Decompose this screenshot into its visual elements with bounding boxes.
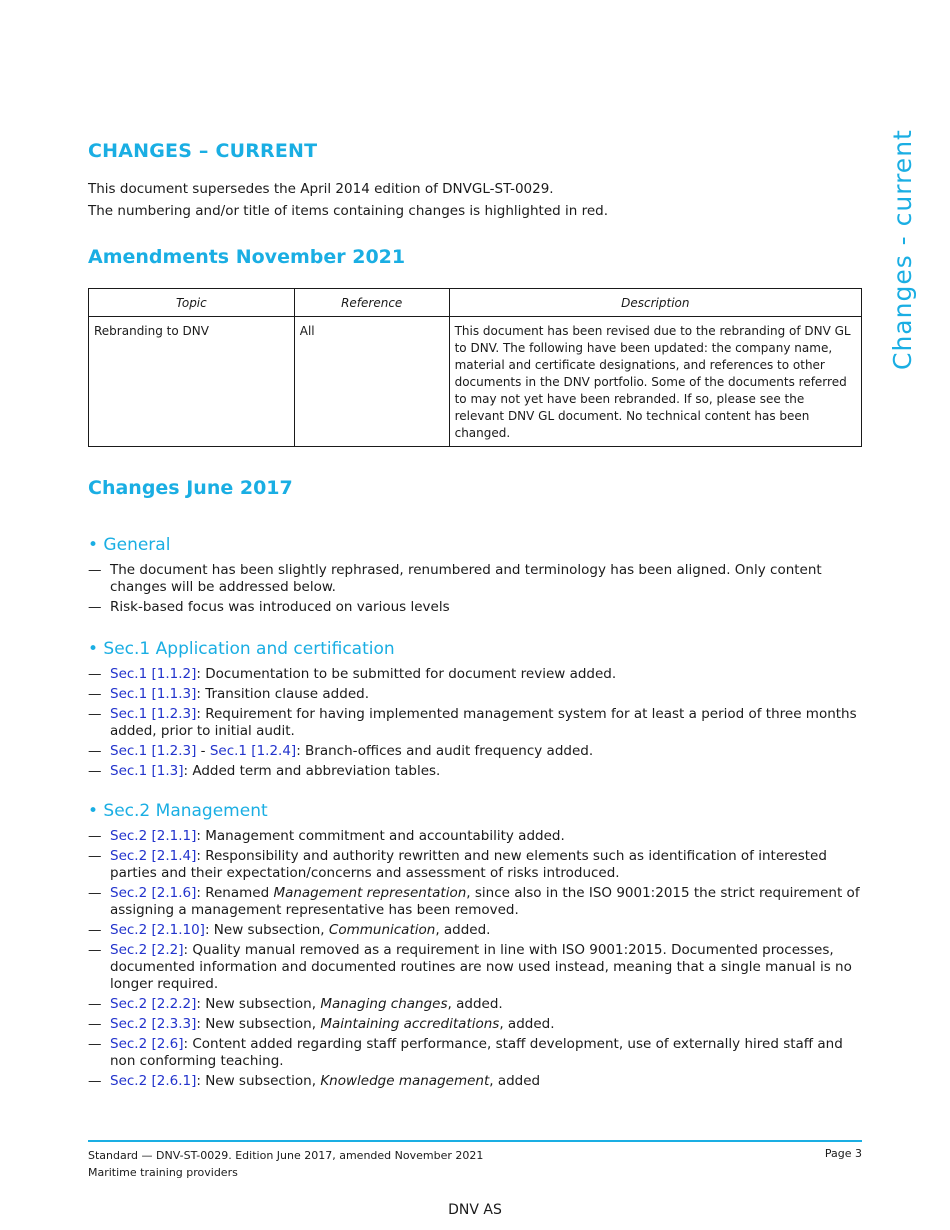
footer-left <box>88 1147 483 1181</box>
item-text: : Branch-offices and audit frequency added. <box>296 743 594 759</box>
amendments-table <box>88 288 862 447</box>
cross-reference-link[interactable]: Sec.1 [1.2.3] <box>110 743 197 759</box>
footer-document-title: Standard — DNV-ST-0029. Edition June 2017, amended November 2021 <box>88 1149 484 1162</box>
table-header-row <box>89 289 862 317</box>
footer-divider <box>88 1140 862 1142</box>
item-emphasis: Maintaining accreditations <box>320 1016 500 1032</box>
item-text: : Management commitment and accountability added. <box>196 828 565 844</box>
item-emphasis: Management representation <box>273 885 467 901</box>
list-item <box>88 848 862 882</box>
column-header-reference: Reference <box>294 289 449 317</box>
item-text: : Quality manual removed as a requirement in line with ISO 9001:2015. Documented processes, documented information and documented routines are now used instead, meaning that a single manual is no longer required. <box>110 942 852 992</box>
general-heading: • General <box>88 535 171 555</box>
sec2-list <box>88 828 862 1093</box>
list-item <box>88 706 862 740</box>
cell-description: This document has been revised due to the rebranding of DNV GL to DNV. The following have been updated: the company name, material and certificate designations, and references to other documents in the DNV portfolio. Some of the documents referred to may not yet have been rebranded. If so, please see the relevant DNV GL document. No technical content has been changed. <box>449 317 861 447</box>
list-item <box>88 996 862 1013</box>
list-item <box>88 1036 862 1070</box>
list-item: — The document has been slightly rephrased, renumbered and terminology has been aligned. Only content changes will be addressed below. <box>88 562 862 596</box>
cross-reference-link[interactable]: Sec.2 [2.3.3] <box>110 1016 197 1032</box>
general-list <box>88 562 862 619</box>
item-text: : Documentation to be submitted for document review added. <box>196 666 617 682</box>
amendments-heading: Amendments November 2021 <box>88 246 406 268</box>
cross-reference-link[interactable]: Sec.2 [2.6] <box>110 1036 184 1052</box>
item-text-prefix: : Renamed <box>196 885 274 901</box>
cell-topic: Rebranding to DNV <box>89 317 295 447</box>
intro-line-2: The numbering and/or title of items containing changes is highlighted in red. <box>88 203 609 219</box>
cross-reference-link[interactable]: Sec.1 [1.2.3] <box>110 706 197 722</box>
list-item <box>88 828 862 845</box>
cross-reference-link[interactable]: Sec.2 [2.1.1] <box>110 828 197 844</box>
cross-reference-link[interactable]: Sec.1 [1.3] <box>110 763 184 779</box>
list-item <box>88 743 862 760</box>
item-emphasis: Knowledge management <box>320 1073 490 1089</box>
cross-reference-link[interactable]: Sec.2 [2.6.1] <box>110 1073 197 1089</box>
item-text: : Responsibility and authority rewritten and new elements such as identification of interested parties and their expectation/concerns and assessment of risks introduced. <box>110 848 827 881</box>
list-item <box>88 763 862 780</box>
list-item <box>88 686 862 703</box>
item-text: : Requirement for having implemented management system for at least a period of three months added, prior to initial audit. <box>110 706 857 739</box>
item-text: , added <box>489 1073 541 1089</box>
list-item: — Risk-based focus was introduced on various levels <box>88 599 862 616</box>
item-text-prefix: : New subsection, <box>204 922 329 938</box>
item-text: : Added term and abbreviation tables. <box>183 763 441 779</box>
range-separator: - <box>196 743 210 759</box>
item-text-prefix: : New subsection, <box>196 1073 321 1089</box>
intro-line-1: This document supersedes the April 2014 edition of DNVGL-ST-0029. <box>88 181 554 197</box>
item-emphasis: Communication <box>328 922 436 938</box>
sec1-list <box>88 666 862 783</box>
table-row <box>89 317 862 447</box>
item-text-prefix: : New subsection, <box>196 1016 321 1032</box>
changes-heading: Changes June 2017 <box>88 477 293 499</box>
list-item <box>88 666 862 683</box>
list-item <box>88 1016 862 1033</box>
cross-reference-link[interactable]: Sec.2 [2.2.2] <box>110 996 197 1012</box>
item-text: , since also in the ISO 9001:2015 the strict requirement of assigning a management representative has been removed. <box>110 885 860 918</box>
page-title: CHANGES – CURRENT <box>88 140 318 162</box>
footer-company: DNV AS <box>448 1202 502 1218</box>
cross-reference-link[interactable]: Sec.2 [2.1.4] <box>110 848 197 864</box>
item-text: , added. <box>499 1016 555 1032</box>
side-tab-label: Changes - current <box>888 129 917 370</box>
item-text: , added. <box>435 922 491 938</box>
footer-document-subtitle: Maritime training providers <box>88 1166 238 1179</box>
list-item <box>88 885 862 919</box>
item-text-prefix: : New subsection, <box>196 996 321 1012</box>
list-item <box>88 1073 862 1090</box>
cross-reference-link[interactable]: Sec.2 [2.1.6] <box>110 885 197 901</box>
footer-page-number: Page 3 <box>824 1147 862 1160</box>
column-header-topic: Topic <box>89 289 295 317</box>
sec1-heading: • Sec.1 Application and certification <box>88 639 395 659</box>
cell-reference: All <box>294 317 449 447</box>
item-text: : Transition clause added. <box>196 686 369 702</box>
cross-reference-link[interactable]: Sec.1 [1.2.4] <box>209 743 297 759</box>
cross-reference-link[interactable]: Sec.2 [2.1.10] <box>110 922 205 938</box>
column-header-description: Description <box>449 289 861 317</box>
item-emphasis: Managing changes <box>320 996 448 1012</box>
cross-reference-link[interactable]: Sec.1 [1.1.3] <box>110 686 197 702</box>
sec2-heading: • Sec.2 Management <box>88 801 268 821</box>
list-item <box>88 942 862 993</box>
item-text: : Content added regarding staff performance, staff development, use of externally hired staff and non conforming teaching. <box>110 1036 843 1069</box>
list-item <box>88 922 862 939</box>
cross-reference-link[interactable]: Sec.1 [1.1.2] <box>110 666 197 682</box>
item-text: , added. <box>447 996 503 1012</box>
cross-reference-link[interactable]: Sec.2 [2.2] <box>110 942 184 958</box>
